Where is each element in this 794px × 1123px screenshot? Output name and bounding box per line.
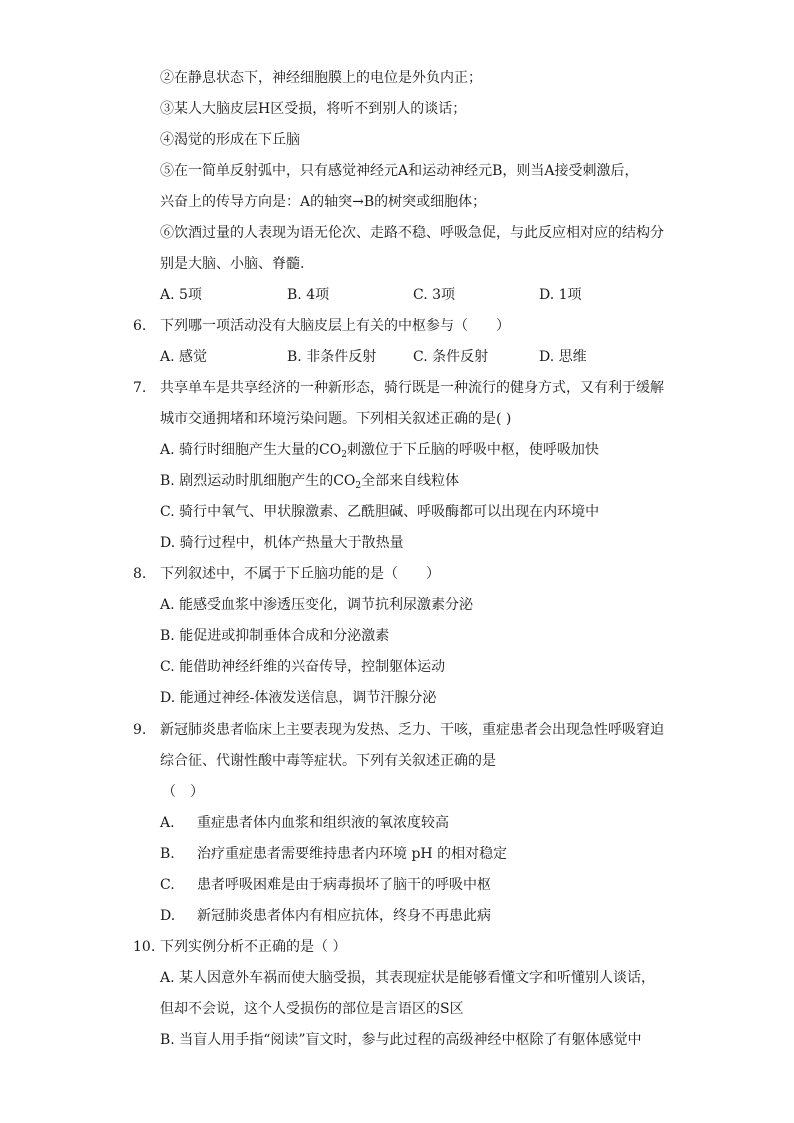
q5-option-a[interactable]: A. 5项 xyxy=(160,287,202,303)
q9-option-b-letter: B. xyxy=(160,846,175,862)
q7-number: 7. xyxy=(133,380,147,396)
q7-option-a-subscript: 2 xyxy=(341,450,347,460)
q5-option-c[interactable]: C. 3项 xyxy=(413,287,456,303)
q6-stem: 下列哪一项活动没有大脑皮层上有关的中枢参与（ ） xyxy=(160,318,510,334)
q9-option-c-letter: C. xyxy=(160,877,175,893)
q5-option-b[interactable]: B. 4项 xyxy=(287,287,330,303)
q9-option-a-letter: A. xyxy=(160,815,175,831)
q9-stem-line1: 新冠肺炎患者临床上主要表现为发热、乏力、干咳，重症患者会出现急性呼吸窘迫 xyxy=(160,722,664,738)
q9-option-b-text: 治疗重症患者需要维持患者内环境 pH 的相对稳定 xyxy=(197,846,508,862)
q10-stem: 下列实例分析不正确的是（ ） xyxy=(160,939,347,955)
q9-option-a[interactable] xyxy=(160,813,449,833)
statement-6-line2: 别是大脑、小脑、脊髓. xyxy=(160,256,305,272)
q7-option-b-subscript: 2 xyxy=(355,481,362,491)
statement-2: ②在静息状态下，神经细胞膜上的电位是外负内正； xyxy=(160,70,482,86)
statement-6-line1: ⑥饮酒过量的人表现为语无伦次、走路不稳、呼吸急促，与此反应相对应的结构分 xyxy=(160,225,664,241)
q6-number: 6. xyxy=(133,318,147,334)
q5-option-d[interactable]: D. 1项 xyxy=(539,287,582,303)
q10-option-b-line1[interactable]: B. 当盲人用手指“阅读”盲文时，参与此过程的高级神经中枢除了有躯体感觉中 xyxy=(160,1032,642,1048)
q6-option-b[interactable]: B. 非条件反射 xyxy=(287,349,377,365)
q8-stem: 下列叙述中，不属于下丘脑功能的是（ ） xyxy=(160,566,440,582)
q9-option-d-letter: D. xyxy=(160,908,176,924)
q9-option-b[interactable] xyxy=(160,844,508,864)
q10-number: 10. xyxy=(133,939,156,955)
q7-option-d[interactable]: D. 骑行过程中，机体产热量大于散热量 xyxy=(160,535,404,551)
q9-stem-line2: 综合征、代谢性酸中毒等症状。下列有关叙述正确的是 xyxy=(160,753,496,769)
q6-option-c[interactable]: C. 条件反射 xyxy=(413,349,489,365)
q8-option-d[interactable]: D. 能通过神经-体液发送信息，调节汗腺分泌 xyxy=(160,690,437,706)
q9-number: 9. xyxy=(133,722,147,738)
q9-stem-bracket: （ ） xyxy=(162,784,204,800)
q9-option-d[interactable] xyxy=(160,906,491,926)
q6-option-d[interactable]: D. 思维 xyxy=(539,349,587,365)
q9-option-c-text: 患者呼吸困难是由于病毒损坏了脑干的呼吸中枢 xyxy=(197,877,491,893)
q10-option-a-line1[interactable]: A. 某人因意外车祸而使大脑受损，其表现症状是能够看懂文字和听懂别人谈话， xyxy=(160,970,656,986)
q7-option-b[interactable] xyxy=(160,471,459,496)
q7-option-b-post: 全部来自线粒体 xyxy=(361,473,460,489)
q9-option-c[interactable] xyxy=(160,875,491,895)
q7-option-b-pre: B. 剧烈运动时肌细胞产生的CO xyxy=(160,473,356,489)
q7-stem-line2: 城市交通拥堵和环境污染问题。下列相关叙述正确的是( ) xyxy=(160,411,512,427)
q8-option-a[interactable]: A. 能感受血浆中渗透压变化，调节抗利尿激素分泌 xyxy=(160,597,474,613)
q9-option-d-text: 新冠肺炎患者体内有相应抗体，终身不再患此病 xyxy=(197,908,491,924)
statement-5-line2: 兴奋上的传导方向是：A的轴突→B的树突或细胞体； xyxy=(160,194,487,210)
q7-option-a[interactable] xyxy=(160,440,599,465)
q10-option-a-line2: 但却不会说，这个人受损伤的部位是言语区的S区 xyxy=(160,1001,464,1017)
q6-option-a[interactable]: A. 感觉 xyxy=(160,349,208,365)
q9-option-a-text: 重症患者体内血浆和组织液的氧浓度较高 xyxy=(197,815,449,831)
statement-3: ③某人大脑皮层H区受损，将听不到别人的谈话； xyxy=(160,101,467,117)
q8-option-b[interactable]: B. 能促进或抑制垂体合成和分泌激素 xyxy=(160,628,390,644)
statement-4: ④渴觉的形成在下丘脑 xyxy=(160,132,300,148)
q8-option-c[interactable]: C. 能借助神经纤维的兴奋传导，控制躯体运动 xyxy=(160,659,446,675)
q7-option-c[interactable]: C. 骑行中氧气、甲状腺激素、乙酰胆碱、呼吸酶都可以出现在内环境中 xyxy=(160,504,600,520)
q7-option-a-post: 刺激位于下丘脑的呼吸中枢，使呼吸加快 xyxy=(346,442,599,458)
statement-5-line1: ⑤在一简单反射弧中，只有感觉神经元A和运动神经元B，则当A接受刺激后， xyxy=(160,163,639,179)
q7-stem-line1: 共享单车是共享经济的一种新形态，骑行既是一种流行的健身方式，又有利于缓解 xyxy=(160,380,664,396)
q8-number: 8. xyxy=(133,566,147,582)
q7-option-a-pre: A. 骑行时细胞产生大量的CO xyxy=(160,442,342,458)
